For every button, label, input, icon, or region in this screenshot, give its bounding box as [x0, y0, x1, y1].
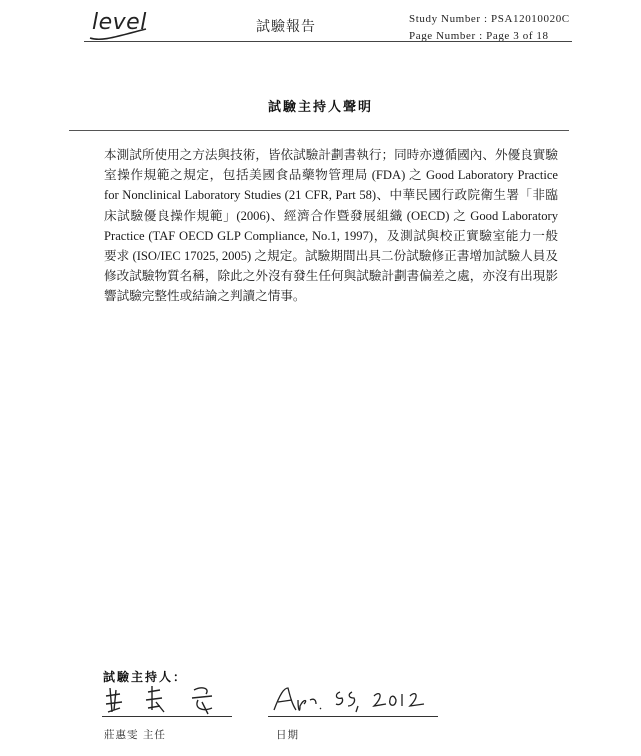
handwritten-signature [102, 682, 232, 718]
header-divider [84, 41, 572, 42]
study-number: Study Number : PSA12010020C [409, 13, 570, 25]
handwritten-date [270, 684, 440, 714]
signature-label: 試驗主持人： [103, 670, 188, 684]
page-number: Page Number : Page 3 of 18 [409, 30, 549, 42]
signer-name: 莊惠雯 主任 [104, 729, 166, 741]
section-divider [69, 130, 569, 131]
report-header-title: 試驗報告 [256, 19, 316, 35]
date-label: 日期 [276, 729, 299, 741]
report-meta [409, 11, 570, 45]
section-title: 試驗主持人聲明 [267, 100, 373, 115]
company-logo [88, 8, 148, 42]
logo-swoosh-icon [88, 26, 148, 42]
logo-wordmark: level [92, 10, 147, 35]
investigator-statement: 本測試所使用之方法與技術，皆依試驗計劃書執行；同時亦遵循國內、外優良實驗室操作規範之規定，包括美國食品藥物管理局 (FDA) 之 Good Laboratory Practice for Nonclinical Laboratory Studies (21 CFR, Part 58)、中華民國行政院衛生署「非臨床試驗優良操作規範」(2006)、經濟合作暨發展組織 (OECD) 之 Good Laboratory Practice (TAF OECD GLP Compliance, No.1, 1997)，及測試與校正實驗室能力一般要求 (ISO/IEC 17025, 2005) 之規定。試驗期間出具二份試驗修正書增加試驗人員及修改試驗物質名稱，除此之外沒有發生任何與試驗計劃書偏差之處，亦沒有出現影響試驗完整性或結論之判讀之情事。 [104, 148, 558, 304]
signature-line [102, 716, 232, 717]
date-line [268, 716, 438, 717]
